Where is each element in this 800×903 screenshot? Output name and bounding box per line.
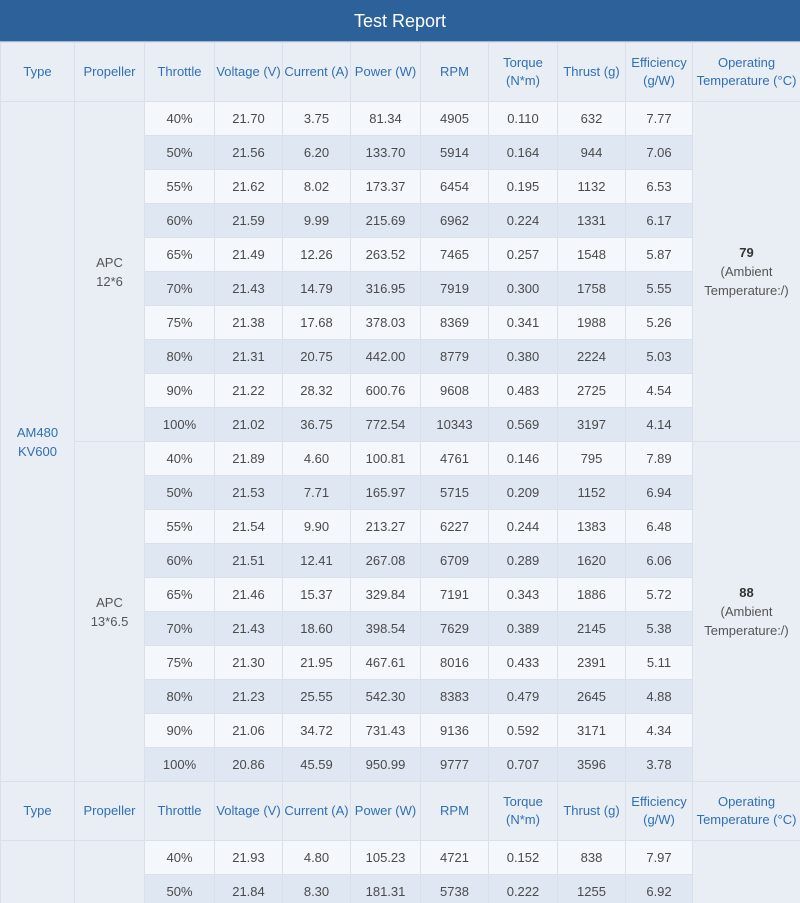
power-cell: 772.54 [351,408,421,442]
throttle-cell: 80% [145,680,215,714]
temperature-value: 88 [739,585,754,600]
voltage-cell: 21.93 [215,841,283,875]
voltage-cell: 21.70 [215,102,283,136]
torque-cell: 0.341 [489,306,558,340]
efficiency-cell: 6.48 [626,510,693,544]
motor-type-cell [1,841,75,903]
power-cell: 950.99 [351,748,421,782]
header-torque: Torque (N*m) [489,782,558,841]
power-cell: 263.52 [351,238,421,272]
table-header-row [1,43,800,102]
current-cell: 45.59 [283,748,351,782]
power-cell: 105.23 [351,841,421,875]
thrust-cell: 795 [558,442,626,476]
thrust-cell: 3596 [558,748,626,782]
throttle-cell: 90% [145,714,215,748]
rpm-cell: 4761 [421,442,489,476]
header-current: Current (A) [283,782,351,841]
power-cell: 316.95 [351,272,421,306]
thrust-cell: 3197 [558,408,626,442]
temperature-note: Temperature:/) [704,623,789,638]
throttle-cell: 70% [145,272,215,306]
temperature-note: (Ambient [720,264,773,279]
header-power: Power (W) [351,43,421,102]
rpm-cell: 7191 [421,578,489,612]
voltage-cell: 20.86 [215,748,283,782]
rpm-cell: 7629 [421,612,489,646]
rpm-cell: 5715 [421,476,489,510]
throttle-cell: 90% [145,374,215,408]
throttle-cell: 55% [145,170,215,204]
rpm-cell: 7919 [421,272,489,306]
power-cell: 165.97 [351,476,421,510]
rpm-cell: 8016 [421,646,489,680]
temperature-note: Temperature:/) [704,283,789,298]
torque-cell: 0.209 [489,476,558,510]
thrust-cell: 1620 [558,544,626,578]
rpm-cell: 6962 [421,204,489,238]
efficiency-cell: 4.54 [626,374,693,408]
propeller-cell [75,841,145,903]
current-cell: 3.75 [283,102,351,136]
voltage-cell: 21.38 [215,306,283,340]
throttle-cell: 65% [145,238,215,272]
operating-temperature-cell [693,442,800,782]
current-cell: 9.99 [283,204,351,238]
rpm-cell: 8779 [421,340,489,374]
current-cell: 21.95 [283,646,351,680]
voltage-cell: 21.46 [215,578,283,612]
power-cell: 378.03 [351,306,421,340]
throttle-cell: 70% [145,612,215,646]
power-cell: 181.31 [351,875,421,903]
current-cell: 17.68 [283,306,351,340]
current-cell: 25.55 [283,680,351,714]
throttle-cell: 60% [145,204,215,238]
throttle-cell: 60% [145,544,215,578]
header-throttle: Throttle [145,782,215,841]
thrust-cell: 1886 [558,578,626,612]
efficiency-cell: 6.94 [626,476,693,510]
torque-cell: 0.222 [489,875,558,903]
throttle-cell: 65% [145,578,215,612]
torque-cell: 0.110 [489,102,558,136]
thrust-cell: 2145 [558,612,626,646]
power-cell: 173.37 [351,170,421,204]
current-cell: 4.60 [283,442,351,476]
voltage-cell: 21.22 [215,374,283,408]
rpm-cell: 9136 [421,714,489,748]
throttle-cell: 100% [145,408,215,442]
voltage-cell: 21.59 [215,204,283,238]
efficiency-cell: 5.03 [626,340,693,374]
voltage-cell: 21.31 [215,340,283,374]
torque-cell: 0.195 [489,170,558,204]
power-cell: 215.69 [351,204,421,238]
header-propeller: Propeller [75,43,145,102]
header-voltage: Voltage (V) [215,782,283,841]
power-cell: 442.00 [351,340,421,374]
efficiency-cell: 6.17 [626,204,693,238]
torque-cell: 0.152 [489,841,558,875]
torque-cell: 0.380 [489,340,558,374]
efficiency-cell: 4.34 [626,714,693,748]
header-thrust: Thrust (g) [558,43,626,102]
torque-cell: 0.569 [489,408,558,442]
rpm-cell: 4721 [421,841,489,875]
thrust-cell: 1132 [558,170,626,204]
voltage-cell: 21.89 [215,442,283,476]
propeller-size: 13*6.5 [90,613,129,629]
rpm-cell: 6454 [421,170,489,204]
rpm-cell: 5738 [421,875,489,903]
rpm-cell: 8369 [421,306,489,340]
voltage-cell: 21.54 [215,510,283,544]
header-throttle: Throttle [145,43,215,102]
torque-cell: 0.289 [489,544,558,578]
motor-kv: KV600 [17,443,58,459]
torque-cell: 0.479 [489,680,558,714]
thrust-cell: 1331 [558,204,626,238]
current-cell: 6.20 [283,136,351,170]
report-title: Test Report [0,0,800,42]
header-type: Type [1,43,75,102]
throttle-cell: 75% [145,646,215,680]
current-cell: 20.75 [283,340,351,374]
efficiency-cell: 4.88 [626,680,693,714]
current-cell: 7.71 [283,476,351,510]
thrust-cell: 2224 [558,340,626,374]
power-cell: 600.76 [351,374,421,408]
torque-cell: 0.483 [489,374,558,408]
current-cell: 12.41 [283,544,351,578]
thrust-cell: 1152 [558,476,626,510]
throttle-cell: 50% [145,875,215,903]
efficiency-cell: 7.97 [626,841,693,875]
thrust-cell: 944 [558,136,626,170]
throttle-cell: 50% [145,476,215,510]
thrust-cell: 838 [558,841,626,875]
voltage-cell: 21.49 [215,238,283,272]
thrust-cell: 1988 [558,306,626,340]
power-cell: 267.08 [351,544,421,578]
throttle-cell: 40% [145,442,215,476]
thrust-cell: 2645 [558,680,626,714]
thrust-cell: 632 [558,102,626,136]
current-cell: 36.75 [283,408,351,442]
thrust-cell: 2725 [558,374,626,408]
current-cell: 34.72 [283,714,351,748]
header-rpm: RPM [421,782,489,841]
throttle-cell: 50% [145,136,215,170]
header-power: Power (W) [351,782,421,841]
table-row [1,102,800,136]
efficiency-cell: 7.89 [626,442,693,476]
header-type: Type [1,782,75,841]
power-cell: 731.43 [351,714,421,748]
header-voltage: Voltage (V) [215,43,283,102]
efficiency-cell: 5.55 [626,272,693,306]
table-row [1,442,800,476]
header-operating-temperature: Operating Temperature (°C) [693,782,800,841]
header-propeller: Propeller [75,782,145,841]
header-current: Current (A) [283,43,351,102]
power-cell: 542.30 [351,680,421,714]
thrust-cell: 1758 [558,272,626,306]
operating-temperature-cell [693,102,800,442]
throttle-cell: 40% [145,102,215,136]
voltage-cell: 21.84 [215,875,283,903]
temperature-value: 79 [739,245,754,260]
efficiency-cell: 3.78 [626,748,693,782]
efficiency-cell: 6.06 [626,544,693,578]
rpm-cell: 4905 [421,102,489,136]
efficiency-cell: 4.14 [626,408,693,442]
current-cell: 4.80 [283,841,351,875]
throttle-cell: 100% [145,748,215,782]
power-cell: 100.81 [351,442,421,476]
torque-cell: 0.244 [489,510,558,544]
power-cell: 133.70 [351,136,421,170]
rpm-cell: 10343 [421,408,489,442]
efficiency-cell: 6.53 [626,170,693,204]
rpm-cell: 8383 [421,680,489,714]
efficiency-cell: 5.87 [626,238,693,272]
test-data-table [0,42,800,903]
header-thrust: Thrust (g) [558,782,626,841]
voltage-cell: 21.62 [215,170,283,204]
rpm-cell: 6709 [421,544,489,578]
table-row [1,841,800,875]
efficiency-cell: 6.92 [626,875,693,903]
power-cell: 467.61 [351,646,421,680]
power-cell: 81.34 [351,102,421,136]
rpm-cell: 9608 [421,374,489,408]
current-cell: 14.79 [283,272,351,306]
throttle-cell: 40% [145,841,215,875]
efficiency-cell: 7.06 [626,136,693,170]
voltage-cell: 21.56 [215,136,283,170]
torque-cell: 0.146 [489,442,558,476]
header-rpm: RPM [421,43,489,102]
motor-model: AM480 [16,424,59,440]
power-cell: 213.27 [351,510,421,544]
current-cell: 12.26 [283,238,351,272]
current-cell: 15.37 [283,578,351,612]
current-cell: 18.60 [283,612,351,646]
thrust-cell: 1548 [558,238,626,272]
rpm-cell: 7465 [421,238,489,272]
torque-cell: 0.164 [489,136,558,170]
header-operating-temperature: Operating Temperature (°C) [693,43,800,102]
torque-cell: 0.300 [489,272,558,306]
torque-cell: 0.389 [489,612,558,646]
temperature-note: (Ambient [720,604,773,619]
thrust-cell: 1383 [558,510,626,544]
current-cell: 28.32 [283,374,351,408]
motor-type-cell [1,102,75,782]
efficiency-cell: 5.11 [626,646,693,680]
voltage-cell: 21.51 [215,544,283,578]
header-torque: Torque (N*m) [489,43,558,102]
operating-temperature-cell [693,841,800,903]
voltage-cell: 21.43 [215,272,283,306]
throttle-cell: 75% [145,306,215,340]
throttle-cell: 55% [145,510,215,544]
propeller-brand: APC [96,254,123,270]
voltage-cell: 21.02 [215,408,283,442]
propeller-cell [75,102,145,442]
efficiency-cell: 5.72 [626,578,693,612]
power-cell: 398.54 [351,612,421,646]
thrust-cell: 3171 [558,714,626,748]
efficiency-cell: 5.38 [626,612,693,646]
throttle-cell: 80% [145,340,215,374]
current-cell: 8.30 [283,875,351,903]
torque-cell: 0.224 [489,204,558,238]
voltage-cell: 21.30 [215,646,283,680]
thrust-cell: 2391 [558,646,626,680]
voltage-cell: 21.43 [215,612,283,646]
propeller-size: 12*6 [96,273,123,289]
current-cell: 8.02 [283,170,351,204]
rpm-cell: 9777 [421,748,489,782]
current-cell: 9.90 [283,510,351,544]
torque-cell: 0.433 [489,646,558,680]
rpm-cell: 6227 [421,510,489,544]
propeller-brand: APC [96,594,123,610]
propeller-cell [75,442,145,782]
torque-cell: 0.707 [489,748,558,782]
voltage-cell: 21.23 [215,680,283,714]
torque-cell: 0.257 [489,238,558,272]
thrust-cell: 1255 [558,875,626,903]
header-efficiency: Efficiency (g/W) [626,782,693,841]
power-cell: 329.84 [351,578,421,612]
voltage-cell: 21.06 [215,714,283,748]
table-header-row [1,782,800,841]
voltage-cell: 21.53 [215,476,283,510]
efficiency-cell: 7.77 [626,102,693,136]
header-efficiency: Efficiency (g/W) [626,43,693,102]
rpm-cell: 5914 [421,136,489,170]
torque-cell: 0.343 [489,578,558,612]
efficiency-cell: 5.26 [626,306,693,340]
torque-cell: 0.592 [489,714,558,748]
